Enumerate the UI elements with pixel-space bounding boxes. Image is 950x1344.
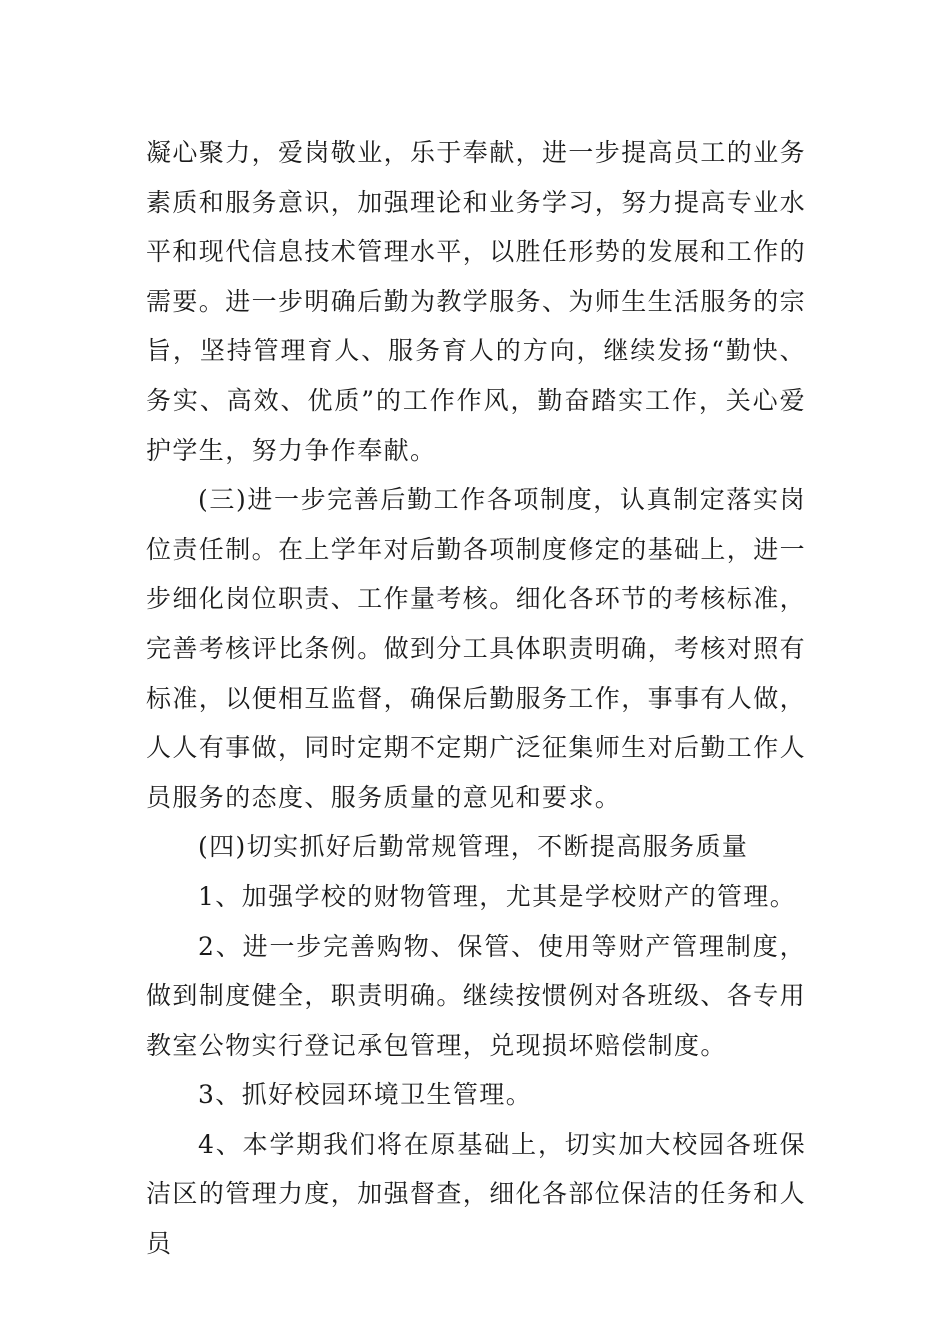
list-item-2: 2、进一步完善购物、保管、使用等财产管理制度，做到制度健全，职责明确。继续按惯例对各班级、各专用教室公物实行登记承包管理，兑现损坏赔偿制度。 (146, 931, 807, 1060)
list-item-3: 3、抓好校园环境卫生管理。 (198, 1080, 533, 1110)
paragraph-continuation: 凝心聚力，爱岗敬业，乐于奉献，进一步提高员工的业务素质和服务意识，加强理论和业务学习，努力提高专业水平和现代信息技术管理水平，以胜任形势的发展和工作的需要。进一步明确后勤为教学服务、为师生生活服务的宗旨，坚持管理育人、服务育人的方向，继续发扬“勤快、务实、高效、优质”的工作作风，勤奋踏实工作，关心爱护学生，努力争作奉献。 (146, 138, 807, 465)
list-item-1: 1、加强学校的财物管理，尤其是学校财产的管理。 (198, 881, 797, 911)
list-item-4: 4、本学期我们将在原基础上，切实加大校园各班保洁区的管理力度，加强督查，细化各部位保洁的任务和人员 (146, 1129, 807, 1259)
heading-section-4: (四)切实抓好后勤常规管理，不断提高服务质量 (198, 832, 749, 862)
paragraph-section-3: (三)进一步完善后勤工作各项制度，认真制定落实岗位责任制。在上学年对后勤各项制度修定的基础上，进一步细化岗位职责、工作量考核。细化各环节的考核标准，完善考核评比条例。做到分工具体职责明确，考核对照有标准，以便相互监督，确保后勤服务工作，事事有人做，人人有事做，同时定期不定期广泛征集师生对后勤工作人员服务的态度、服务质量的意见和要求。 (146, 485, 807, 812)
document-page (146, 128, 806, 1269)
